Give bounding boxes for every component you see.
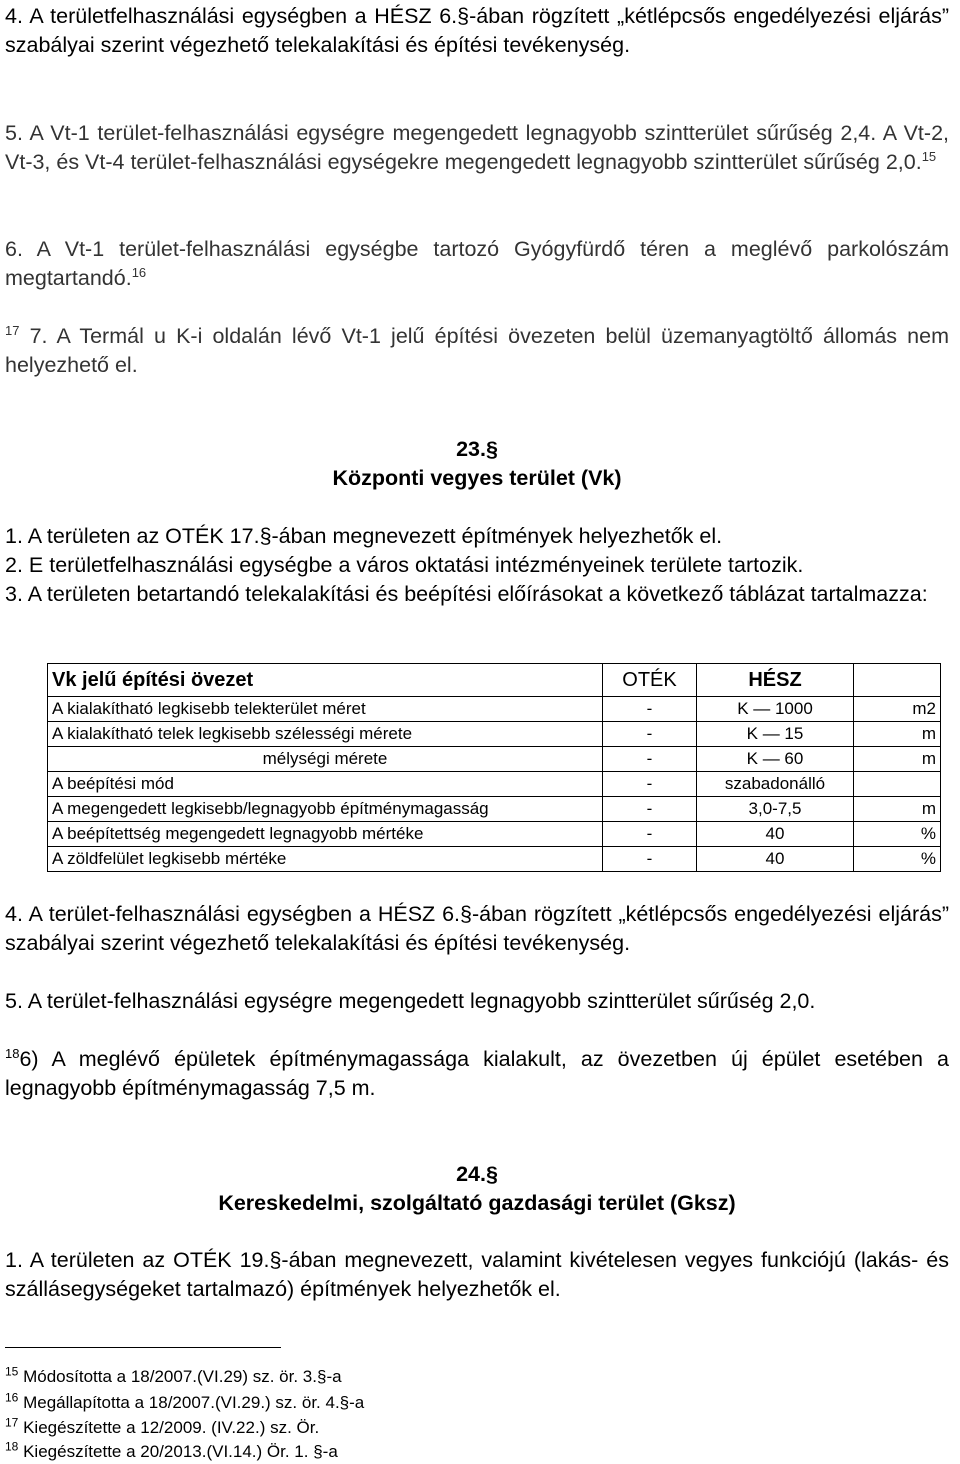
table-row	[48, 772, 941, 797]
table-header-cell: Vk jelű építési övezet	[48, 664, 603, 697]
table-row	[48, 822, 941, 847]
table-cell: A beépítettség megengedett legnagyobb mértéke	[48, 822, 603, 847]
footnote-17: $^{17}$ Kiegészítette a 12/2009. (IV.22.) sz. Ör.	[5, 1415, 320, 1437]
table-cell: -	[603, 747, 697, 772]
table-cell: m	[854, 747, 941, 772]
table-cell: -	[603, 722, 697, 747]
footnote-15: $^{15}$ Módosította a 18/2007.(VI.29) sz. ör. 3.§-a	[5, 1364, 342, 1386]
table-cell: %	[854, 822, 941, 847]
vk-regulation-table	[47, 663, 941, 872]
section-23-paragraph-2: 2. E területfelhasználási egységbe a város oktatási intézményeinek területe tartozik.	[5, 553, 804, 577]
table-cell: mélységi mérete	[48, 747, 603, 772]
table-header-cell: HÉSZ	[697, 664, 854, 697]
table-cell: A zöldfelület legkisebb mértéke	[48, 847, 603, 872]
footnote-ref-16[interactable]: 16	[131, 264, 147, 280]
table-cell: 40	[697, 847, 854, 872]
table-cell: -	[603, 847, 697, 872]
section-24-title: Kereskedelmi, szolgáltató gazdasági terület (Gksz)	[218, 1191, 736, 1215]
paragraph-6: 6. A Vt-1 terület-felhasználási egységbe tartozó Gyógyfürdő téren a meglévő parkolószám megtartandó.$^{16}$	[5, 237, 949, 290]
table-header-cell: OTÉK	[603, 664, 697, 697]
table-cell: -	[603, 772, 697, 797]
table-row	[48, 747, 941, 772]
table-cell: szabadonálló	[697, 772, 854, 797]
footnote-ref-18[interactable]: 18	[5, 1045, 20, 1061]
paragraph-7: $^{17}$ 7. A Termál u K-i oldalán lévő Vt-1 jelű építési övezeten belül üzemanyagtöltő állomás nem helyezhető el.	[5, 322, 949, 377]
footnote-separator	[5, 1347, 281, 1348]
footnote-18: $^{18}$ Kiegészítette a 20/2013.(VI.14.) Ör. 1. §-a	[5, 1439, 338, 1461]
table-cell: A beépítési mód	[48, 772, 603, 797]
section-23-title: Központi vegyes terület (Vk)	[332, 466, 622, 490]
footnote-16: $^{16}$ Megállapította a 18/2007.(VI.29.) sz. ör. 4.§-a	[5, 1390, 365, 1412]
section-23-paragraph-3: 3. A területen betartandó telekalakítási és beépítési előírásokat a következő táblázat tartalmazza:	[5, 582, 928, 606]
table-cell: -	[603, 822, 697, 847]
table-cell: m2	[854, 697, 941, 722]
table-row	[48, 697, 941, 722]
table-cell: m	[854, 722, 941, 747]
table-cell: K — 15	[697, 722, 854, 747]
table-cell: A kialakítható legkisebb telekterület méret	[48, 697, 603, 722]
section-24-paragraph-1: 1. A területen az OTÉK 19.§-ában megnevezett, valamint kivételesen vegyes funkciójú (lakás- és szállásegységeket tartalmazó) építmények helyezhetők el.	[5, 1248, 949, 1301]
table-cell: K — 60	[697, 747, 854, 772]
table-header-cell	[854, 664, 941, 697]
table-row	[48, 797, 941, 822]
table-cell: -	[603, 697, 697, 722]
table-cell: m	[854, 797, 941, 822]
table-header-row	[48, 664, 941, 697]
paragraph-4: 4. A területfelhasználási egységben a HÉSZ 6.§-ában rögzített „kétlépcsős engedélyezési eljárás” szabályai szerint végezhető telekalakítási és építési tevékenység.	[5, 4, 949, 57]
section-23-number: 23.§	[456, 437, 498, 461]
table-cell: 3,0-7,5	[697, 797, 854, 822]
section-23-paragraph-6: $^{18}$6) A meglévő épületek építménymagassága kialakult, az övezetben új épület esetében a legnagyobb építménymagasság 7,5 m.	[5, 1045, 949, 1100]
section-23-paragraph-5: 5. A terület-felhasználási egységre megengedett legnagyobb szintterület sűrűség 2,0.	[5, 989, 816, 1013]
table-row	[48, 847, 941, 872]
footnote-ref-17[interactable]: 17	[5, 322, 20, 338]
table-row	[48, 722, 941, 747]
table-cell: %	[854, 847, 941, 872]
table-cell: K — 1000	[697, 697, 854, 722]
section-23-paragraph-1: 1. A területen az OTÉK 17.§-ában megnevezett építmények helyezhetők el.	[5, 524, 723, 548]
footnote-ref-15[interactable]: 15	[921, 148, 937, 164]
section-23-paragraph-4: 4. A terület-felhasználási egységben a HÉSZ 6.§-ában rögzített „kétlépcsős engedélyezési eljárás” szabályai szerint végezhető telekalakítási és építési tevékenység.	[5, 902, 949, 955]
section-24-number: 24.§	[456, 1162, 498, 1186]
table-cell: -	[603, 797, 697, 822]
table-cell: A kialakítható telek legkisebb szélességi mérete	[48, 722, 603, 747]
table-cell: A megengedett legkisebb/legnagyobb építménymagasság	[48, 797, 603, 822]
table-cell: 40	[697, 822, 854, 847]
table-cell	[854, 772, 941, 797]
paragraph-5: 5. A Vt-1 terület-felhasználási egységre megengedett legnagyobb szintterület sűrűség 2,4. A Vt-2, Vt-3, és Vt-4 terület-felhasználási egységekre megengedett legnagyobb szintterület sűrűség 2,0.15	[5, 121, 949, 174]
